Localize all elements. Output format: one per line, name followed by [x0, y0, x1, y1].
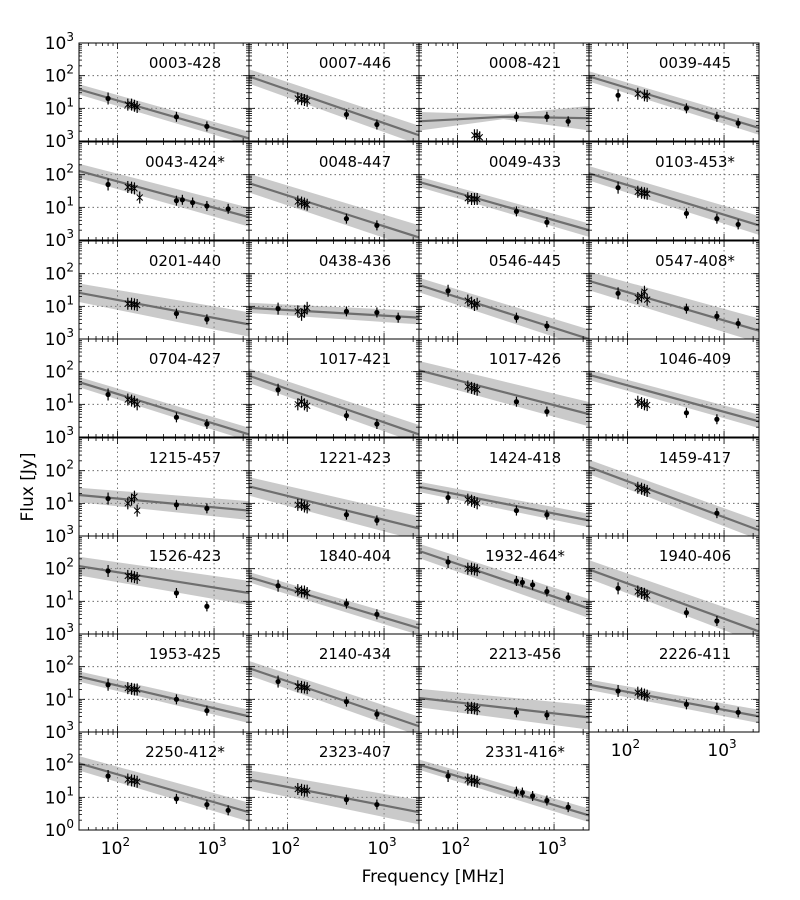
data-point [344, 309, 349, 314]
y-tick-label [45, 95, 74, 119]
data-point [736, 321, 741, 326]
data-point [374, 310, 379, 315]
y-tick-base: 10 [44, 755, 67, 776]
y-tick-base: 10 [44, 99, 67, 120]
y-tick-label [45, 424, 74, 448]
panel [45, 536, 249, 645]
y-tick-base: 10 [44, 690, 67, 711]
y-tick-exponent: 3 [66, 227, 74, 241]
x-tick-exponent: 2 [632, 737, 641, 751]
panel-name: 1017-421 [318, 350, 392, 368]
data-point [204, 421, 209, 426]
y-tick-label [45, 227, 74, 251]
data-point [514, 315, 519, 320]
data-point [174, 311, 179, 316]
data-point [344, 112, 349, 117]
x-tick-exponent: 2 [122, 835, 131, 849]
x-tick-base: 10 [197, 839, 220, 859]
panel [589, 339, 759, 437]
x-tick-exponent: 3 [389, 835, 397, 849]
data-point [544, 512, 549, 517]
y-tick-base: 10 [44, 264, 67, 285]
data-point [180, 197, 185, 202]
y-tick-label [45, 261, 74, 285]
data-point [344, 699, 349, 704]
x-axis-label: Frequency [MHz] [361, 867, 505, 887]
x-tick-label [537, 835, 566, 859]
y-tick-exponent: 3 [66, 523, 74, 537]
data-point [736, 121, 741, 126]
panel [589, 241, 759, 343]
panel [419, 634, 589, 732]
y-tick-exponent: 3 [66, 424, 74, 438]
panel-name: 1953-425 [148, 645, 222, 663]
y-tick-base: 10 [44, 559, 67, 580]
data-point [544, 712, 549, 717]
y-tick-base: 10 [44, 625, 67, 645]
data-point [204, 203, 209, 208]
panel-name: 0103-453* [655, 153, 735, 171]
data-point [174, 415, 179, 420]
y-tick-label [45, 686, 74, 710]
data-point [374, 518, 379, 523]
data-point [374, 802, 379, 807]
panel-name: 1932-464* [485, 547, 565, 565]
y-tick-label [45, 194, 74, 218]
data-point [544, 323, 549, 328]
data-point [226, 808, 231, 813]
y-tick-exponent: 3 [66, 621, 74, 635]
y-tick-label [45, 817, 74, 841]
data-point [615, 185, 620, 190]
panel-name: 1215-457 [148, 449, 222, 467]
y-tick-exponent: 1 [66, 194, 74, 209]
y-tick-base: 10 [44, 34, 67, 54]
data-point [190, 200, 195, 205]
panel-name: 0049-433 [488, 153, 562, 171]
y-tick-label [45, 588, 74, 612]
data-point [544, 114, 549, 119]
panel-name: 0547-408* [655, 252, 735, 270]
x-tick-base: 10 [100, 839, 123, 859]
panel [249, 732, 419, 859]
data-point [204, 708, 209, 713]
data-point [684, 306, 689, 311]
y-tick-base: 10 [44, 461, 67, 482]
y-tick-base: 10 [44, 788, 67, 809]
y-tick-label [45, 162, 74, 186]
y-axis-label: Flux [Jy] [18, 452, 38, 522]
panel-name: 0201-440 [148, 252, 222, 270]
y-tick-label [45, 458, 74, 482]
data-point [445, 288, 450, 293]
y-tick-base: 10 [44, 165, 67, 186]
data-point [204, 604, 209, 609]
data-point [566, 119, 571, 124]
x-tick-base: 10 [367, 839, 390, 859]
panel-name: 0048-447 [318, 153, 392, 171]
data-point [714, 314, 719, 319]
data-point [684, 702, 689, 707]
y-tick-base: 10 [44, 428, 67, 448]
panel [589, 142, 759, 240]
y-tick-label [45, 752, 74, 776]
y-tick-exponent: 1 [66, 784, 74, 799]
panel-name: 1046-409 [658, 350, 732, 368]
data-point [714, 511, 719, 516]
data-point [615, 93, 620, 98]
y-tick-exponent: 0 [66, 817, 74, 831]
x-tick-base: 10 [610, 741, 633, 761]
y-tick-exponent: 2 [66, 555, 74, 570]
data-point [174, 697, 179, 702]
panel-name: 1526-423 [148, 547, 222, 565]
data-point [374, 612, 379, 617]
y-tick-label [45, 128, 74, 152]
data-point [736, 710, 741, 715]
data-point [514, 578, 519, 583]
data-point [615, 688, 620, 693]
panel-name: 1017-426 [488, 350, 562, 368]
data-point [105, 392, 110, 397]
data-point [344, 413, 349, 418]
panel [249, 339, 419, 444]
data-point [544, 409, 549, 414]
y-tick-label [45, 326, 74, 350]
y-tick-label [45, 391, 74, 415]
data-point [374, 712, 379, 717]
data-point [204, 317, 209, 322]
y-tick-exponent: 2 [66, 457, 74, 472]
y-tick-base: 10 [44, 527, 67, 547]
y-tick-exponent: 2 [66, 653, 74, 668]
x-tick-exponent: 3 [729, 737, 737, 751]
panel-name: 2331-416* [485, 743, 565, 761]
data-point [105, 568, 110, 573]
data-point [275, 583, 280, 588]
y-tick-label [45, 621, 74, 645]
panel-name: 0003-428 [148, 54, 222, 72]
data-point [374, 223, 379, 228]
panel-name: 2140-434 [318, 645, 392, 663]
y-tick-base: 10 [44, 657, 67, 678]
panel [589, 43, 759, 141]
y-tick-label [45, 490, 74, 514]
panel [249, 536, 419, 635]
panel [249, 438, 419, 541]
data-point [204, 506, 209, 511]
y-tick-base: 10 [44, 395, 67, 416]
panel [249, 634, 419, 736]
data-point [736, 222, 741, 227]
data-point [514, 399, 519, 404]
y-tick-exponent: 3 [66, 30, 74, 44]
data-point [374, 122, 379, 127]
panel [589, 536, 759, 644]
y-tick-base: 10 [44, 198, 67, 219]
panel-name: 2226-411 [658, 645, 732, 663]
data-point [445, 559, 450, 564]
panel-name: 2323-407 [318, 743, 392, 761]
y-tick-base: 10 [44, 231, 67, 251]
data-point [174, 502, 179, 507]
x-tick-base: 10 [440, 839, 463, 859]
data-point [396, 315, 401, 320]
panel-name: 1221-423 [318, 449, 392, 467]
panel-name: 2213-456 [488, 645, 562, 663]
x-tick-label [197, 835, 226, 859]
panel [419, 241, 589, 348]
panel [419, 43, 589, 143]
data-point [105, 96, 110, 101]
y-tick-base: 10 [44, 723, 67, 743]
y-tick-exponent: 2 [66, 161, 74, 176]
y-tick-exponent: 1 [66, 686, 74, 701]
data-point [174, 590, 179, 595]
x-tick-exponent: 2 [462, 835, 471, 849]
panel [45, 142, 249, 251]
panel [249, 142, 419, 250]
y-tick-label [45, 359, 74, 383]
y-tick-base: 10 [44, 494, 67, 515]
y-tick-label [45, 784, 74, 808]
data-point [344, 512, 349, 517]
data-point [684, 410, 689, 415]
y-tick-exponent: 2 [66, 358, 74, 373]
x-tick-label [441, 835, 470, 859]
y-tick-exponent: 1 [66, 588, 74, 603]
panel-name: 0043-424* [145, 153, 225, 171]
panel [419, 339, 589, 437]
panel [589, 634, 759, 761]
data-point [204, 802, 209, 807]
panel-name: 0704-427 [148, 350, 222, 368]
y-tick-exponent: 2 [66, 260, 74, 275]
data-point [684, 610, 689, 615]
y-tick-base: 10 [44, 66, 67, 87]
data-point [544, 589, 549, 594]
y-tick-exponent: 1 [66, 95, 74, 110]
x-tick-base: 10 [707, 741, 730, 761]
y-tick-exponent: 2 [66, 751, 74, 766]
data-point [714, 705, 719, 710]
panel [45, 732, 249, 859]
data-point [275, 306, 280, 311]
y-tick-exponent: 3 [66, 128, 74, 142]
data-point [544, 220, 549, 225]
x-tick-label [611, 737, 640, 761]
data-point [514, 508, 519, 513]
data-point [174, 796, 179, 801]
y-tick-label [45, 719, 74, 743]
data-point [714, 618, 719, 623]
data-point [275, 387, 280, 392]
data-point [204, 124, 209, 129]
panel [589, 438, 759, 540]
y-tick-base: 10 [44, 592, 67, 613]
data-point [105, 496, 110, 501]
panel [419, 142, 589, 240]
panel [45, 339, 249, 448]
data-point [530, 582, 535, 587]
panel-name: 0546-445 [488, 252, 562, 270]
y-tick-label [45, 30, 74, 54]
data-point [544, 798, 549, 803]
data-point [344, 797, 349, 802]
data-point [275, 679, 280, 684]
data-point [615, 291, 620, 296]
data-point [445, 495, 450, 500]
y-tick-exponent: 3 [66, 719, 74, 733]
y-tick-base: 10 [44, 362, 67, 383]
y-tick-label [45, 556, 74, 580]
x-tick-base: 10 [537, 839, 560, 859]
panel [419, 536, 589, 634]
data-point [520, 580, 525, 585]
panel [419, 438, 589, 536]
panel-name: 0039-445 [658, 54, 732, 72]
data-point [174, 198, 179, 203]
panel-name: 1940-406 [658, 547, 732, 565]
y-tick-label [45, 63, 74, 87]
panel-name: 1459-417 [658, 449, 732, 467]
y-tick-base: 10 [44, 821, 67, 841]
data-point [105, 182, 110, 187]
data-point [174, 114, 179, 119]
data-point [530, 793, 535, 798]
x-tick-label [271, 835, 300, 859]
x-tick-label [367, 835, 396, 859]
data-point [374, 421, 379, 426]
panel [419, 732, 589, 859]
y-tick-exponent: 3 [66, 326, 74, 340]
x-tick-exponent: 3 [219, 835, 227, 849]
data-point [105, 682, 110, 687]
data-point [344, 216, 349, 221]
data-point [514, 710, 519, 715]
data-point [566, 805, 571, 810]
data-point [615, 586, 620, 591]
x-tick-base: 10 [270, 839, 293, 859]
panel [249, 43, 419, 145]
data-point [514, 114, 519, 119]
data-point [226, 206, 231, 211]
panel-name: 0007-446 [318, 54, 392, 72]
data-point [520, 790, 525, 795]
x-tick-label [707, 737, 736, 761]
x-tick-exponent: 2 [292, 835, 301, 849]
panel-name: 0008-421 [488, 54, 562, 72]
data-point [714, 417, 719, 422]
data-point [714, 216, 719, 221]
data-point [514, 789, 519, 794]
data-point [445, 773, 450, 778]
y-tick-exponent: 2 [66, 62, 74, 77]
y-tick-exponent: 1 [66, 391, 74, 406]
panel [45, 241, 249, 350]
y-tick-base: 10 [44, 132, 67, 152]
data-point [566, 595, 571, 600]
panel-name: 2250-412* [145, 743, 225, 761]
y-tick-base: 10 [44, 330, 67, 350]
x-tick-label [101, 835, 130, 859]
data-point [105, 773, 110, 778]
x-tick-exponent: 3 [559, 835, 567, 849]
data-point [514, 209, 519, 214]
data-point [714, 114, 719, 119]
y-tick-exponent: 1 [66, 490, 74, 505]
data-point [684, 106, 689, 111]
data-point [684, 211, 689, 216]
y-tick-label [45, 293, 74, 317]
panel-name: 0438-436 [318, 252, 392, 270]
panels-layer [45, 30, 759, 859]
y-tick-exponent: 1 [66, 293, 74, 308]
panel [45, 438, 249, 547]
panel-name: 1840-404 [318, 547, 392, 565]
data-point [344, 601, 349, 606]
panel [45, 634, 249, 743]
y-tick-label [45, 523, 74, 547]
panel [45, 30, 249, 152]
y-tick-base: 10 [44, 297, 67, 318]
panel [249, 241, 419, 339]
panel-name: 1424-418 [488, 449, 562, 467]
y-tick-label [45, 654, 74, 678]
